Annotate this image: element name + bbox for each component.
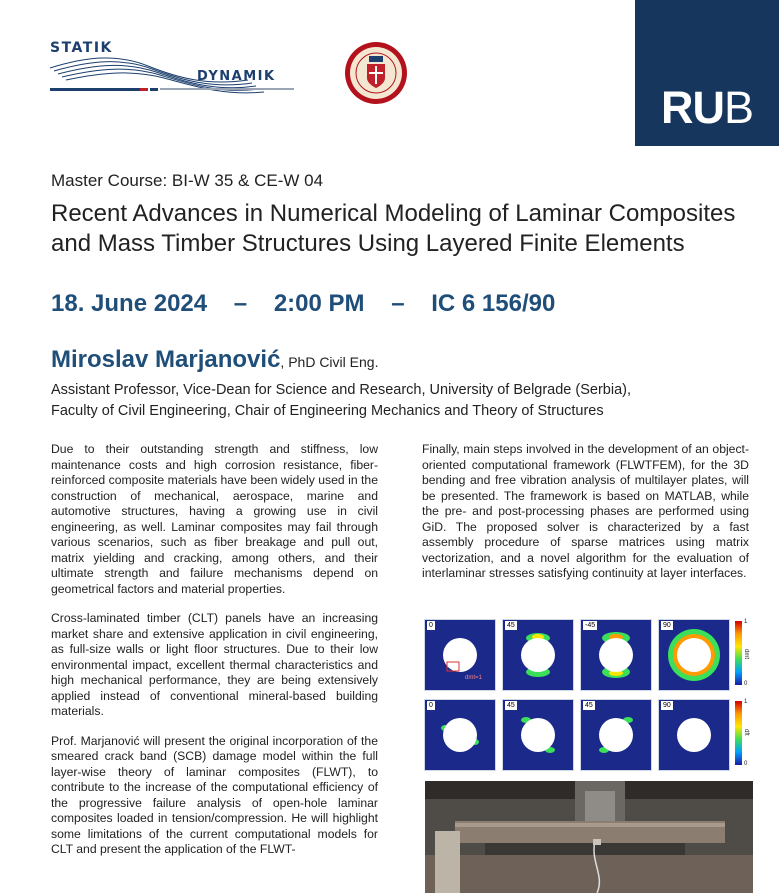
panel-label: 45 — [507, 702, 515, 709]
university-seal-icon — [343, 40, 409, 106]
rub-logo — [635, 0, 779, 146]
talk-title-line1: Recent Advances in Numerical Modeling of Laminar Composites — [51, 200, 736, 227]
panel-label: 90 — [663, 622, 671, 629]
contour-panel — [658, 619, 730, 691]
colorbar-label: dft — [743, 729, 749, 736]
event-separator: – — [391, 290, 405, 317]
talk-title — [51, 199, 771, 259]
test-setup-photo — [425, 781, 753, 893]
colorbar-max: 1 — [744, 699, 748, 705]
colorbar — [735, 621, 742, 685]
speaker-degree: , PhD Civil Eng. — [280, 354, 379, 370]
speaker-affiliation-line1: Assistant Professor, Vice-Dean for Science and Research, University of Belgrade (Serbia), — [51, 382, 631, 398]
contour-panel — [502, 619, 574, 691]
statik-word: STATIK — [50, 40, 113, 56]
panel-label: 45 — [585, 702, 593, 709]
abstract-paragraph-1: Due to their outstanding strength and stiffness, low maintenance costs and high corrosion resistance, fiber-reinforced composite materials have been widely used in the construction of mechanical, aerospace, marine and automotive structures, having a growing use in civil engineering, as well. Laminar composites may fail through various scenarios, such as fiber breakage and pull out, matrix yielding and cracking, among others, and their ultimate strength and failure mechanisms depend on geometrical factors and material properties. — [51, 442, 378, 596]
panel-label: 0 — [429, 702, 433, 709]
course-line: Master Course: BI-W 35 & CE-W 04 — [51, 171, 324, 190]
speaker-line — [51, 346, 378, 374]
statik-dynamik-logo — [48, 36, 296, 98]
abstract-paragraph-3: Prof. Marjanović will present the original incorporation of the smeared crack band (SCB) damage model within the full layer-wise theory of laminar composites (FLWT), to contribute to the increase of the computational efficiency of the progressive failure analysis of open-hole laminar composites loaded in tension/compression. He will highlight some limitations of the current computational models for CLT and present the application of the FLWT- — [51, 733, 378, 856]
abstract-left-column — [51, 442, 378, 872]
panel-label: 0 — [429, 622, 433, 629]
event-separator: – — [233, 290, 248, 317]
colorbar-min: 0 — [744, 681, 748, 687]
abstract-right-column — [422, 442, 749, 596]
rub-logo-text: RUB — [660, 82, 753, 133]
contour-panel — [580, 699, 652, 771]
abstract-paragraph-2: Cross-laminated timber (CLT) panels have an increasing market share and extensive application in civil engineering, as full-size walls or light floor structures. Due to their low environmental impact, excellent thermal characteristics and high mechanical performance, they are being extensively applied instead of conventional mineral-based building materials. — [51, 611, 378, 718]
speaker-name: Miroslav Marjanović — [51, 346, 281, 373]
panel-label: -45 — [585, 622, 596, 629]
panel-label: 90 — [663, 702, 671, 709]
contour-panel — [502, 699, 574, 771]
colorbar — [735, 701, 742, 765]
panel-label: 45 — [507, 622, 515, 629]
contour-panel — [658, 699, 730, 771]
dynamik-word: DYNAMIK — [197, 69, 276, 84]
talk-title-line2: and Mass Timber Structures Using Layered Finite Elements — [51, 230, 685, 257]
event-time: 2:00 PM — [273, 290, 365, 317]
panel-annotation: dmt=1 — [465, 675, 482, 681]
colorbar-min: 0 — [744, 761, 748, 767]
speaker-affiliation-line2: Faculty of Civil Engineering, Chair of Engineering Mechanics and Theory of Structures — [51, 403, 604, 419]
damage-contour-figure — [424, 619, 754, 775]
event-date: 18. June 2024 — [51, 290, 208, 317]
contour-panel — [580, 619, 652, 691]
contour-panel — [424, 619, 496, 691]
colorbar-max: 1 — [744, 619, 748, 625]
contour-panel — [424, 699, 496, 771]
abstract-paragraph-4: Finally, main steps involved in the development of an object-oriented computational framework (FLWTFEM), for the 3D bending and free vibration analysis of multilayer plates, will be presented. The framework is based on MATLAB, while the pre- and post-processing phases are performed using GiD. The proposed solver is characterized by a fast assembly procedure of sparse matrices using matrix vectorization, and a novel algorithm for the evaluation of interlaminar stresses satisfying continuity at layer interfaces. — [422, 442, 749, 580]
event-details — [51, 290, 555, 318]
colorbar-label: dmt — [743, 649, 749, 660]
event-room: IC 6 156/90 — [431, 290, 556, 317]
